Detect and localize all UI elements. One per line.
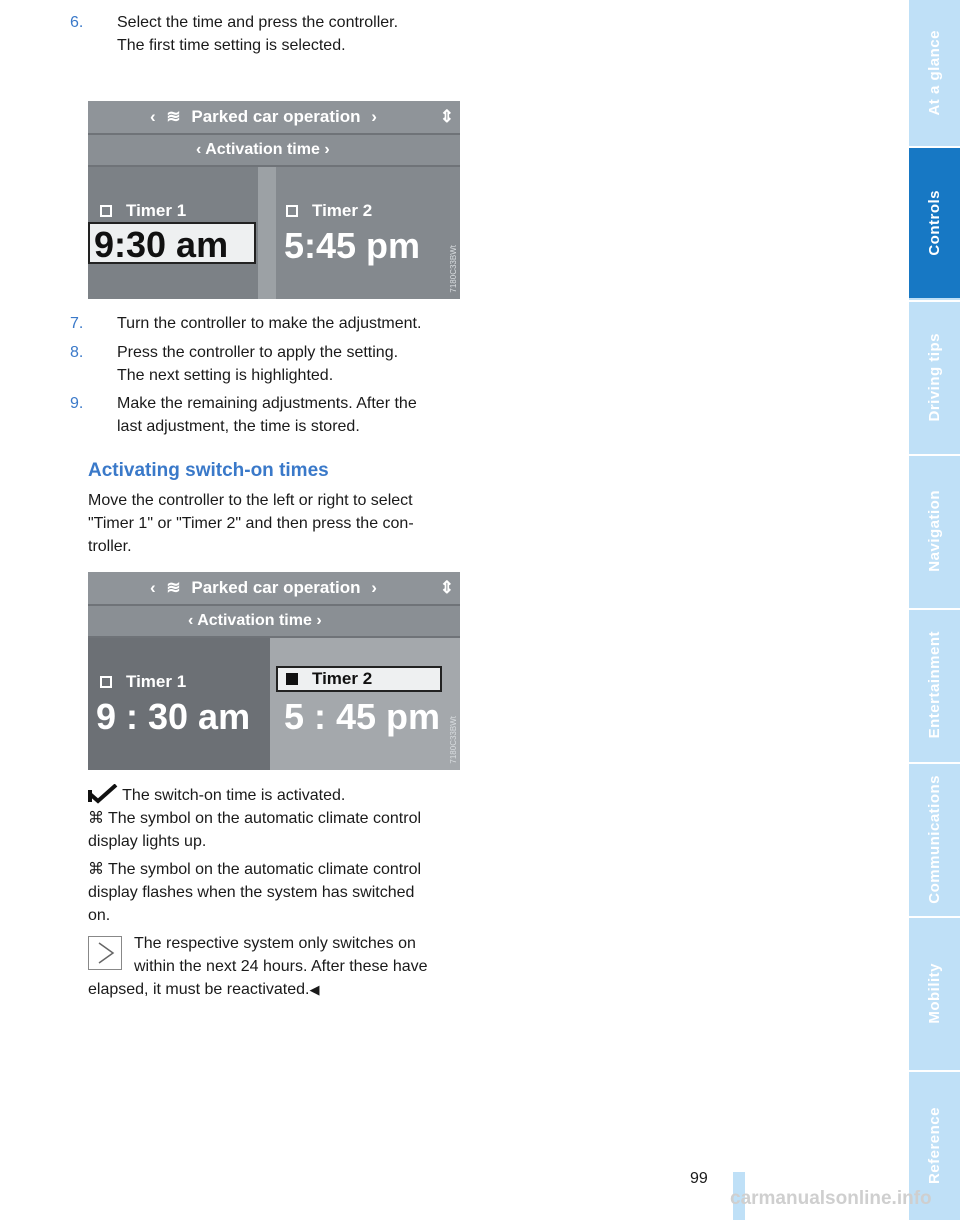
menu-title-bar [88, 572, 460, 604]
image-code: 7180C33BWt [449, 716, 458, 764]
timer-1-pane [88, 167, 258, 299]
timer-1-time: 9 : 30 am [96, 696, 251, 737]
time-selection-frame [88, 222, 256, 264]
watermark: carmanualsonline.info [730, 1188, 932, 1209]
step-9 [70, 392, 470, 438]
menu-subtitle-bar [88, 606, 460, 636]
arrow-left-icon: ‹ [150, 107, 156, 126]
section-heading: Activating switch-on times [88, 460, 329, 481]
parked-climate-icon: ⌘ [88, 810, 104, 827]
step-text: The first time setting is selected. [117, 37, 346, 54]
scroll-arrows-icon: ⇕ [439, 578, 454, 597]
menu-subtitle-bar [88, 135, 460, 165]
menu-subtitle: Activation time [205, 141, 320, 158]
arrow-right-icon: › [324, 141, 330, 158]
timer-selection-frame [276, 666, 442, 692]
sidebar-tab-at-a-glance[interactable]: At a glance [926, 30, 943, 116]
scroll-arrows-icon: ⇕ [439, 107, 454, 126]
timer-1-time: 9:30 am [94, 224, 229, 265]
paragraph: Move the controller to the left or right to select "Timer 1" or "Timer 2" and then press the con- troller. [88, 492, 414, 555]
timer-2-label: Timer 2 [312, 201, 373, 220]
step-number: 7. [70, 315, 84, 332]
sidebar-tab-entertainment[interactable]: Entertainment [926, 631, 943, 739]
note-lights: ⌘ The symbol on the automatic climate control display lights up. [88, 807, 468, 853]
note-activated: The switch-on time is activated. [88, 784, 468, 807]
step-7 [70, 312, 470, 335]
arrow-left-icon: ‹ [196, 141, 206, 158]
step-text: Make the remaining adjustments. After the [117, 395, 417, 412]
climate-icon: ≋ [166, 107, 181, 126]
sidebar-tab-reference[interactable]: Reference [926, 1107, 943, 1185]
checkbox-icon [286, 205, 298, 217]
arrow-left-icon: ‹ [188, 612, 198, 629]
step-text: Press the controller to apply the setting. [117, 344, 399, 361]
timer-2-time: 5:45 pm [284, 225, 421, 266]
timer-1-pane [88, 638, 270, 770]
sidebar-tab-driving-tips[interactable]: Driving tips [926, 332, 943, 422]
checkbox-icon [100, 205, 112, 217]
parked-climate-icon: ⌘ [88, 861, 104, 878]
step-text: Turn the controller to make the adjustment. [117, 315, 422, 332]
arrow-left-icon: ‹ [150, 578, 156, 597]
page-number: 99 [690, 1170, 708, 1187]
step-number: 9. [70, 395, 84, 412]
menu-title: Parked car operation [191, 578, 361, 597]
sidebar-tab-communications[interactable]: Communications [926, 774, 943, 904]
step-text: Select the time and press the controller. [117, 14, 399, 31]
arrow-right-icon: › [371, 107, 377, 126]
arrow-right-icon: › [371, 578, 377, 597]
note-flashes: ⌘ The symbol on the automatic climate control display flashes when the system has switched on. [88, 858, 468, 927]
climate-icon: ≋ [166, 578, 181, 597]
step-text: The next setting is highlighted. [117, 367, 334, 384]
checkmark-icon [88, 784, 118, 804]
menu-title: Parked car operation [191, 107, 361, 126]
sidebar-tab-mobility[interactable]: Mobility [926, 962, 943, 1024]
step-8 [70, 341, 470, 387]
note-tip: The respective system only switches on within the next 24 hours. After these have elapsed, it must be reactivated.◀ [88, 935, 428, 998]
checkbox-icon [100, 676, 112, 688]
display-screenshot [88, 572, 460, 770]
menu-title-bar [88, 101, 460, 133]
menu-subtitle: Activation time [197, 612, 312, 629]
step-6 [70, 11, 470, 57]
step-number: 6. [70, 14, 84, 31]
arrow-right-icon: › [316, 612, 322, 629]
sidebar-tab-navigation[interactable]: Navigation [926, 490, 943, 572]
step-text: last adjustment, the time is stored. [117, 418, 360, 435]
timer-2-label: Timer 2 [312, 669, 373, 688]
end-mark-icon: ◀ [309, 982, 320, 997]
pane-divider [258, 167, 276, 299]
timer-1-label: Timer 1 [126, 201, 187, 220]
timer-1-label: Timer 1 [126, 672, 187, 691]
checkbox-icon [286, 673, 298, 685]
image-code: 7180C33BWt [449, 245, 458, 293]
timer-2-pane [270, 638, 460, 770]
timer-2-time: 5 : 45 pm [284, 696, 441, 737]
sidebar-tab-controls[interactable]: Controls [909, 148, 960, 298]
step-number: 8. [70, 344, 84, 361]
timer-2-pane [276, 167, 460, 299]
chapter-sidebar [909, 0, 960, 1220]
display-screenshot [88, 101, 460, 299]
